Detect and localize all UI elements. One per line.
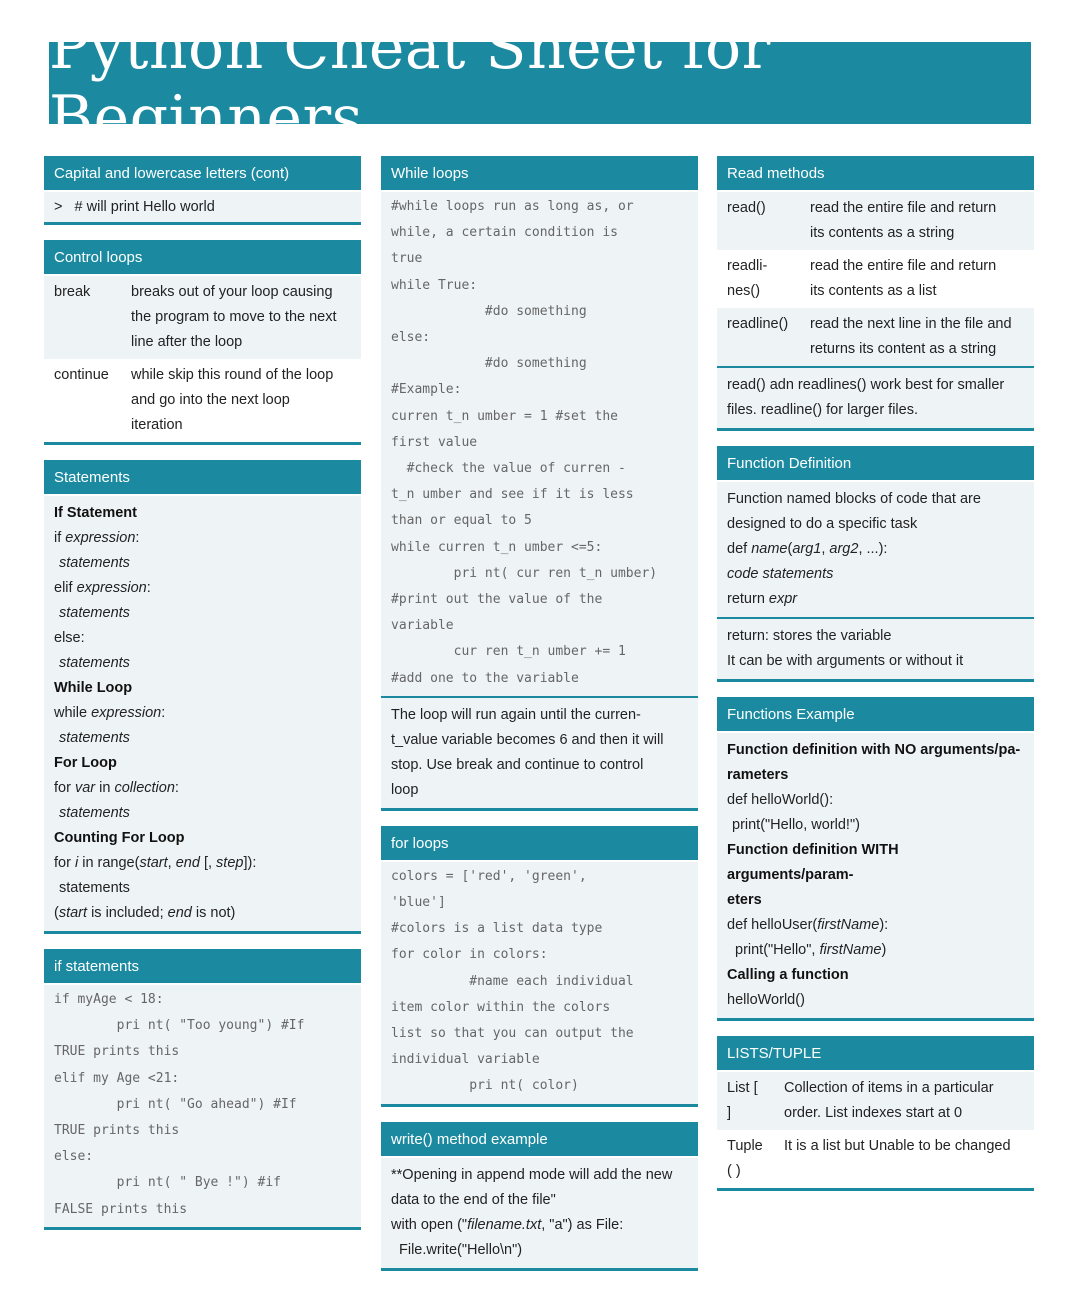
row-key: Tuple ( ) bbox=[727, 1138, 763, 1179]
funcdef-note: return: stores the variable It can be with arguments or without it bbox=[717, 617, 1034, 679]
return-syntax: return expr bbox=[727, 591, 798, 607]
write-line: with open ("filename.txt, "a") as File: bbox=[391, 1216, 624, 1233]
table-row: Tuple ( ) It is a list but Unable to be changed bbox=[717, 1130, 1034, 1188]
for-syntax: for var in collection: bbox=[54, 780, 179, 796]
section-control-loops bbox=[44, 240, 361, 445]
row-value-line: while skip this round of the loop bbox=[131, 367, 334, 383]
else-syntax: else: bbox=[54, 630, 85, 646]
range-syntax: for i in range(start, end [, step]): bbox=[54, 855, 257, 871]
section-heading: Read methods bbox=[717, 156, 1034, 192]
range-note: (start is included; end is not) bbox=[54, 905, 236, 921]
example-title: rameters bbox=[727, 767, 789, 783]
while-syntax: while expression: bbox=[54, 705, 166, 721]
example-code: helloWorld() bbox=[727, 992, 805, 1008]
code-block: colors = ['red', 'green', 'blue'] #colors is a list data type for color in colors: #name each individual item color within the colors list so that you can output the individual variable pri nt( color) bbox=[391, 868, 634, 1094]
if-syntax: if expression: bbox=[54, 530, 140, 546]
column-middle bbox=[381, 156, 698, 1286]
example-title: eters bbox=[727, 892, 762, 908]
section-heading: Statements bbox=[44, 460, 361, 496]
for-loop-title: For Loop bbox=[54, 755, 117, 771]
section-heading: While loops bbox=[381, 156, 698, 192]
example-title: Calling a function bbox=[727, 967, 849, 983]
section-function-definition bbox=[717, 446, 1034, 682]
example-code: def helloWorld(): bbox=[727, 792, 834, 808]
row-key: readli- nes() bbox=[727, 258, 768, 299]
column-right bbox=[717, 156, 1034, 1206]
write-line: data to the end of the file" bbox=[391, 1191, 556, 1208]
funcdef-line: designed to do a specific task bbox=[727, 516, 918, 532]
table-row bbox=[44, 359, 361, 442]
section-heading: for loops bbox=[381, 826, 698, 862]
statements-placeholder: statements bbox=[59, 555, 130, 571]
funcdef-line: Function named blocks of code that are bbox=[727, 491, 981, 507]
title-banner bbox=[49, 13, 1031, 153]
row-value-line: and go into the next loop bbox=[131, 392, 290, 408]
row-key: readline() bbox=[727, 316, 789, 332]
row-value-line: the program to move to the next bbox=[131, 309, 337, 325]
column-left bbox=[44, 156, 361, 1245]
if-statement-title: If Statement bbox=[54, 505, 137, 521]
page-title: Python Cheat Sheet for Beginners bbox=[49, 13, 771, 153]
def-syntax: def name(arg1, arg2, ...): bbox=[727, 541, 888, 557]
table-row: read() read the entire file and return its contents as a string bbox=[717, 192, 1034, 250]
row-key: continue bbox=[54, 367, 109, 383]
table-row bbox=[44, 276, 361, 359]
section-heading: Capital and lowercase letters (cont) bbox=[44, 156, 361, 192]
statements-placeholder: statements bbox=[59, 805, 130, 821]
section-if-statements bbox=[44, 949, 361, 1230]
section-heading: if statements bbox=[44, 949, 361, 985]
write-line: File.write("Hello\n") bbox=[399, 1241, 523, 1258]
statements-placeholder: statements bbox=[59, 655, 130, 671]
section-lists-tuple bbox=[717, 1036, 1034, 1191]
example-code: print("Hello", firstName) bbox=[735, 942, 887, 958]
while-note: The loop will run again until the curren- t_value variable becomes 6 and then it will stop. Use break and continue to control loop bbox=[381, 696, 698, 808]
section-for-loops bbox=[381, 826, 698, 1107]
section-statements bbox=[44, 460, 361, 934]
section-heading: Functions Example bbox=[717, 697, 1034, 733]
row-value-line: line after the loop bbox=[131, 334, 243, 350]
row-key: read() bbox=[727, 200, 766, 216]
section-heading: LISTS/TUPLE bbox=[717, 1036, 1034, 1072]
write-line: **Opening in append mode will add the new bbox=[391, 1166, 673, 1183]
code-block: #while loops run as long as, or while, a certain condition is true while True: #do something else: #do something #Example: curren t_n umber = 1 #set the first value #check the value of curren - t_n umber and see if it is less than or equal to 5 while curren t_n umber <=5: pri nt( cur ren t_n umber) #print out the value of the variable cur ren t_n umber += 1 #add one to the variable bbox=[391, 199, 658, 686]
section-read-methods bbox=[717, 156, 1034, 431]
section-heading: Control loops bbox=[44, 240, 361, 276]
table-row: readline() read the next line in the file and returns its content as a string bbox=[717, 308, 1034, 366]
read-note: read() adn readlines() work best for smaller files. readline() for larger files. bbox=[717, 366, 1034, 428]
section-write-method bbox=[381, 1122, 698, 1271]
section-functions-example bbox=[717, 697, 1034, 1021]
section-while-loops bbox=[381, 156, 698, 811]
counting-for-loop-title: Counting For Loop bbox=[54, 830, 185, 846]
row-value-line: iteration bbox=[131, 417, 183, 433]
example-code: def helloUser(firstName): bbox=[727, 917, 889, 933]
code-block: if myAge < 18: pri nt( "Too young") #If TRUE prints this elif my Age <21: pri nt( "Go ahead") #If TRUE prints this else: pri nt( " Bye !") #if FALSE prints this bbox=[54, 992, 305, 1217]
section-heading: Function Definition bbox=[717, 446, 1034, 482]
example-code: print("Hello, world!") bbox=[732, 817, 860, 833]
row-value-line: breaks out of your loop causing bbox=[131, 284, 333, 300]
statements-placeholder: statements bbox=[59, 730, 130, 746]
statements-placeholder: statements bbox=[59, 880, 130, 896]
table-row: readli- nes() read the entire file and return its contents as a list bbox=[717, 250, 1034, 308]
section-heading: write() method example bbox=[381, 1122, 698, 1158]
statements-placeholder: statements bbox=[59, 605, 130, 621]
table-row: List [ ] Collection of items in a particular order. List indexes start at 0 bbox=[717, 1072, 1034, 1130]
elif-syntax: elif expression: bbox=[54, 580, 151, 596]
caps-line: > # will print Hello world bbox=[54, 199, 215, 215]
example-title: Function definition WITH arguments/param- bbox=[727, 842, 899, 883]
row-key: break bbox=[54, 284, 91, 300]
example-title: Function definition with NO arguments/pa- bbox=[727, 742, 1021, 758]
while-loop-title: While Loop bbox=[54, 680, 133, 696]
row-key: List [ ] bbox=[727, 1080, 758, 1121]
section-capital-letters bbox=[44, 156, 361, 225]
code-statements: code statements bbox=[727, 566, 834, 582]
